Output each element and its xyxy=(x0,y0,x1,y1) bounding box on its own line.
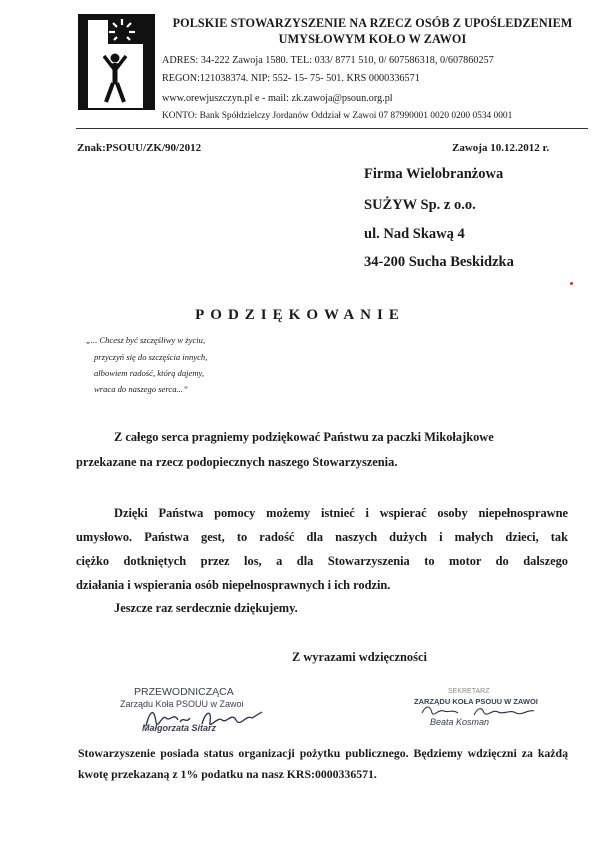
secretary-board: ZARZĄDU KOŁA PSOUU W ZAWOI xyxy=(414,697,538,706)
organization-logo xyxy=(78,14,155,110)
recipient-line4: 34-200 Sucha Beskidzka xyxy=(364,254,514,270)
paragraph2-line3: ciężko dotkniętych przez los, a dla Stowarzyszenia to motor do dalszego xyxy=(76,554,568,568)
organization-name-line2: UMYSŁOWYM KOŁO W ZAWOI xyxy=(278,32,467,46)
recipient-line3: ul. Nad Skawą 4 xyxy=(364,226,465,242)
motto-line2: przyczyń się do szczęścia innych, xyxy=(94,352,208,362)
paragraph3: Jeszcze raz serdecznie dziękujemy. xyxy=(114,601,298,615)
stray-mark xyxy=(570,282,573,285)
paragraph2-line1: Dzięki Państwa pomocy możemy istnieć i wspierać osoby niepełnosprawne xyxy=(114,506,568,520)
web-email-line: www.orewjuszczyn.pl e - mail: zk.zawoja@psoun.org.pl xyxy=(162,93,393,104)
organization-name xyxy=(160,15,585,47)
chairperson-board: Zarządu Koła PSOUU w Zawoi xyxy=(120,699,244,709)
paragraph1-line1: Z całego serca pragniemy podziękować Państwu za paczki Mikołajkowe xyxy=(114,430,494,444)
secretary-name: Beata Kosman xyxy=(430,717,490,727)
motto-line3: albowiem radość, którą dajemy, xyxy=(94,368,205,378)
address-line: ADRES: 34-222 Zawoja 1580. TEL: 033/ 8771 510, 0/ 607586318, 0/607860257 xyxy=(162,55,494,66)
footer-line2: kwotę przekazaną z 1% podatku na nasz KRS:0000336571. xyxy=(78,767,377,781)
letter-date: Zawoja 10.12.2012 r. xyxy=(452,142,550,154)
motto-line4: wraca do naszego serca...” xyxy=(94,384,188,394)
letter-title: PODZIĘKOWANIE xyxy=(195,307,405,323)
header-divider xyxy=(76,128,588,129)
registration-line: REGON:121038374. NIP: 552- 15- 75- 501. KRS 0000336571 xyxy=(162,73,420,84)
paragraph1-line2: przekazane na rzecz podopiecznych naszego Stowarzyszenia. xyxy=(76,455,398,469)
chairperson-name: Małgorzata Sitarz xyxy=(142,723,217,733)
recipient-line2: SUŻYW Sp. z o.o. xyxy=(364,197,476,213)
organization-name-line1: POLSKIE STOWARZYSZENIE NA RZECZ OSÓB Z UPOŚLEDZENIEM xyxy=(172,16,573,30)
reference-number: Znak:PSOUU/ZK/90/2012 xyxy=(77,142,202,154)
bank-account-line: KONTO: Bank Spółdzielczy Jordanów Oddział w Zawoi 07 87990001 0020 0200 0534 0001 xyxy=(162,111,513,121)
footer-line1: Stowarzyszenie posiada status organizacji pożytku publicznego. Będziemy wdzięczni za każdą xyxy=(78,746,568,760)
closing-phrase: Z wyrazami wdzięczności xyxy=(292,650,427,664)
chairperson-role: PRZEWODNICZĄCA xyxy=(134,686,234,698)
paragraph2-line4: działania i wspierania osób niepełnosprawnych i ich rodzin. xyxy=(76,578,391,592)
paragraph2-line2: umysłowo. Państwa gest, to radość dla naszych dużych i małych dzieci, tak xyxy=(76,530,568,544)
recipient-line1: Firma Wielobranżowa xyxy=(364,166,504,182)
secretary-role: SEKRETARZ xyxy=(448,688,490,695)
motto-line1: „... Chcesz być szczęśliwy w życiu, xyxy=(86,335,206,345)
